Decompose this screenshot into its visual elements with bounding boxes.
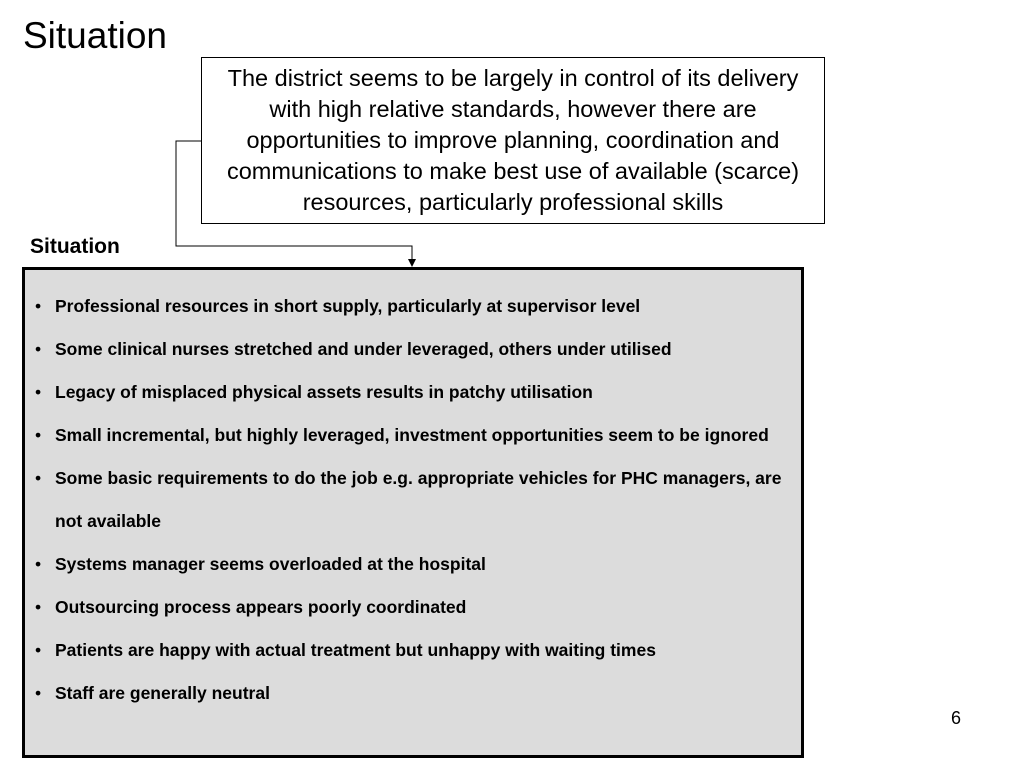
bullet-icon: • — [35, 554, 42, 574]
bullet-icon: • — [35, 597, 42, 617]
list-item — [33, 285, 791, 328]
list-item — [33, 543, 791, 586]
list-item — [33, 414, 791, 457]
bullet-text: Professional resources in short supply, particularly at supervisor level — [55, 296, 641, 316]
bullet-text: Some clinical nurses stretched and under leveraged, others under utilised — [55, 339, 672, 359]
bullet-icon: • — [35, 683, 42, 703]
summary-text: The district seems to be largely in control of its delivery with high relative standards, however there are opportunities to improve planning, coordination and communications to make best use of available (scarce) resources, particularly professional skills — [226, 65, 800, 215]
bullet-icon: • — [35, 339, 42, 359]
bullet-text: Staff are generally neutral — [55, 683, 270, 703]
bullet-text: Systems manager seems overloaded at the hospital — [55, 554, 486, 574]
bullet-icon: • — [35, 425, 42, 445]
list-item — [33, 457, 791, 543]
list-item — [33, 629, 791, 672]
list-item — [33, 328, 791, 371]
bullet-text: Small incremental, but highly leveraged, investment opportunities seem to be ignored — [55, 425, 769, 445]
summary-box — [201, 57, 825, 224]
list-item — [33, 371, 791, 414]
bullet-list — [25, 270, 801, 715]
bullet-text: Some basic requirements to do the job e.g. appropriate vehicles for PHC managers, are not available — [55, 468, 782, 531]
situation-box — [22, 267, 804, 758]
section-heading: Situation — [30, 235, 120, 258]
slide-title: Situation — [23, 15, 167, 56]
arrowhead-icon — [408, 259, 416, 267]
bullet-text: Legacy of misplaced physical assets results in patchy utilisation — [55, 382, 593, 402]
bullet-icon: • — [35, 468, 42, 488]
page-number: 6 — [951, 708, 962, 728]
list-item — [33, 672, 791, 715]
bullet-icon: • — [35, 382, 42, 402]
bullet-text: Patients are happy with actual treatment but unhappy with waiting times — [55, 640, 656, 660]
list-item — [33, 586, 791, 629]
bullet-icon: • — [35, 640, 42, 660]
bullet-icon: • — [35, 296, 42, 316]
bullet-text: Outsourcing process appears poorly coordinated — [55, 597, 467, 617]
